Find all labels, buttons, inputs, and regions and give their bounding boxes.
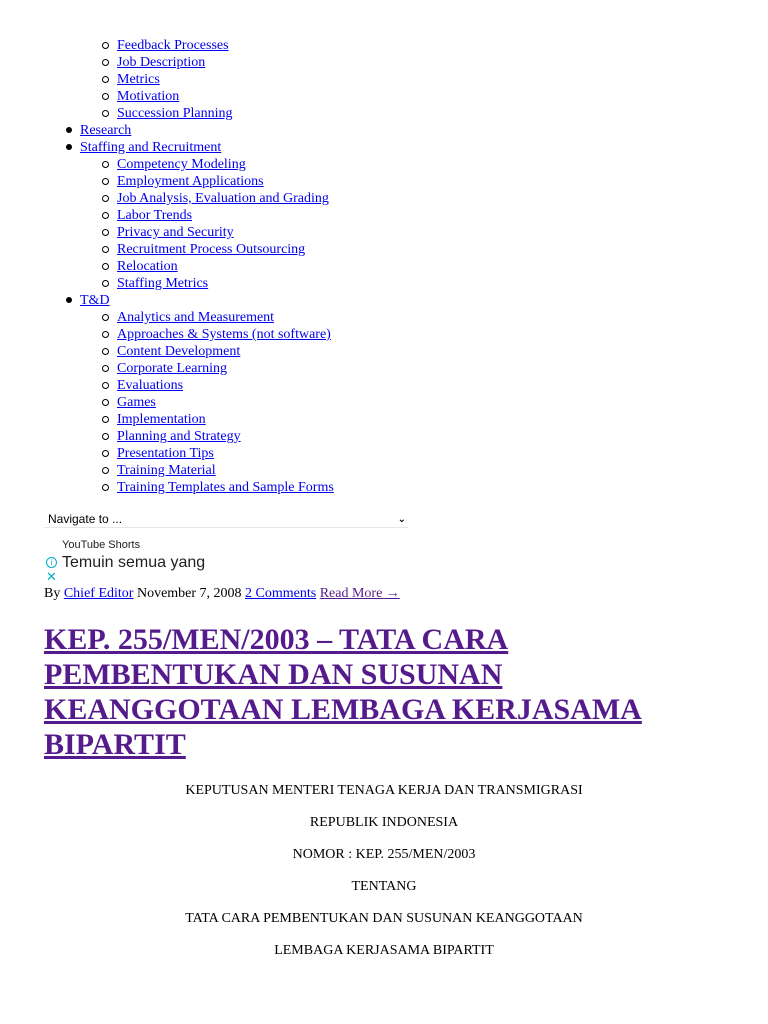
- list-item: [117, 411, 334, 428]
- list-item: [117, 360, 334, 377]
- nav-link-approaches[interactable]: Approaches & Systems (not software): [117, 327, 331, 342]
- category-nav: [0, 37, 334, 496]
- nav-link-job-analysis[interactable]: Job Analysis, Evaluation and Grading: [117, 191, 329, 206]
- nav-link-metrics[interactable]: Metrics: [117, 72, 160, 87]
- nav-link-td[interactable]: T&D: [80, 293, 110, 308]
- ad-banner[interactable]: [44, 530, 220, 584]
- list-item: [117, 173, 334, 190]
- nav-link-training-material[interactable]: Training Material: [117, 463, 216, 478]
- list-item: [117, 88, 334, 105]
- list-item: [117, 343, 334, 360]
- subcategory-list: [0, 156, 334, 292]
- close-icon[interactable]: ✕: [46, 569, 57, 584]
- nav-link-competency-modeling[interactable]: Competency Modeling: [117, 157, 246, 172]
- body-line: KEPUTUSAN MENTERI TENAGA KERJA DAN TRANSMIGRASI: [185, 783, 583, 798]
- nav-link-succession-planning[interactable]: Succession Planning: [117, 106, 233, 121]
- nav-link-job-description[interactable]: Job Description: [117, 55, 206, 70]
- post-date: November 7, 2008: [136, 586, 242, 601]
- navigate-select-value: Navigate to ...: [48, 512, 123, 526]
- nav-group-td: [0, 292, 334, 496]
- list-item: [117, 258, 334, 275]
- list-item: [117, 71, 334, 88]
- subcategory-list: [0, 309, 334, 496]
- body-line: LEMBAGA KERJASAMA BIPARTIT: [274, 943, 494, 958]
- list-item: [0, 139, 334, 156]
- list-item: [0, 122, 334, 139]
- subcategory-list: [0, 37, 334, 122]
- list-item: [117, 105, 334, 122]
- comments-link[interactable]: 2 Comments: [245, 586, 317, 601]
- nav-link-training-templates[interactable]: Training Templates and Sample Forms: [117, 480, 334, 495]
- document-body: [0, 782, 768, 974]
- nav-link-implementation[interactable]: Implementation: [117, 412, 206, 427]
- list-item: [117, 445, 334, 462]
- nav-group-staffing: [0, 139, 334, 292]
- nav-link-analytics[interactable]: Analytics and Measurement: [117, 310, 275, 325]
- chevron-down-icon: ⌄: [397, 513, 406, 525]
- list-item: [117, 377, 334, 394]
- page-title: [44, 622, 694, 762]
- nav-link-corporate-learning[interactable]: Corporate Learning: [117, 361, 228, 376]
- list-item: [0, 292, 334, 309]
- nav-link-games[interactable]: Games: [117, 395, 156, 410]
- list-item: [117, 309, 334, 326]
- list-item: [117, 428, 334, 445]
- nav-link-feedback-processes[interactable]: Feedback Processes: [117, 38, 229, 53]
- nav-group-hr: [0, 37, 334, 122]
- list-item: [117, 224, 334, 241]
- nav-link-research[interactable]: Research: [80, 123, 132, 138]
- nav-link-motivation[interactable]: Motivation: [117, 89, 180, 104]
- nav-link-labor-trends[interactable]: Labor Trends: [117, 208, 193, 223]
- list-item: [117, 241, 334, 258]
- list-item: [117, 37, 334, 54]
- post-meta: [44, 586, 400, 602]
- read-more-link[interactable]: Read More →: [319, 586, 400, 601]
- meta-by: By: [44, 586, 61, 601]
- info-icon[interactable]: i: [46, 557, 57, 568]
- nav-link-presentation-tips[interactable]: Presentation Tips: [117, 446, 214, 461]
- nav-link-rpo[interactable]: Recruitment Process Outsourcing: [117, 242, 306, 257]
- nav-link-employment-applications[interactable]: Employment Applications: [117, 174, 264, 189]
- list-item: [117, 394, 334, 411]
- body-line: TENTANG: [351, 879, 417, 894]
- list-item: [117, 479, 334, 496]
- nav-link-staffing[interactable]: Staffing and Recruitment: [80, 140, 222, 155]
- list-item: [117, 54, 334, 71]
- list-item: [117, 156, 334, 173]
- ad-headline[interactable]: Temuin semua yang: [62, 554, 206, 571]
- nav-link-planning-strategy[interactable]: Planning and Strategy: [117, 429, 241, 444]
- ad-sponsor: YouTube Shorts: [62, 539, 141, 551]
- nav-link-content-development[interactable]: Content Development: [117, 344, 241, 359]
- list-item: [117, 462, 334, 479]
- body-line: TATA CARA PEMBENTUKAN DAN SUSUNAN KEANGGOTAAN: [185, 911, 583, 926]
- body-line: REPUBLIK INDONESIA: [309, 815, 459, 830]
- list-item: [117, 326, 334, 343]
- author-link[interactable]: Chief Editor: [63, 586, 134, 601]
- body-line: NOMOR : KEP. 255/MEN/2003: [292, 847, 476, 862]
- list-item: [117, 190, 334, 207]
- nav-link-privacy-security[interactable]: Privacy and Security: [117, 225, 234, 240]
- nav-link-staffing-metrics[interactable]: Staffing Metrics: [117, 276, 209, 291]
- navigate-select[interactable]: [44, 511, 408, 528]
- list-item: [117, 207, 334, 224]
- nav-link-evaluations[interactable]: Evaluations: [117, 378, 184, 393]
- post-title-link[interactable]: KEP. 255/MEN/2003 – TATA CARA PEMBENTUKAN DAN SUSUNAN KEANGGOTAAN LEMBAGA KERJASAMA BIPARTIT: [44, 623, 642, 761]
- list-item: [117, 275, 334, 292]
- nav-link-relocation[interactable]: Relocation: [117, 259, 178, 274]
